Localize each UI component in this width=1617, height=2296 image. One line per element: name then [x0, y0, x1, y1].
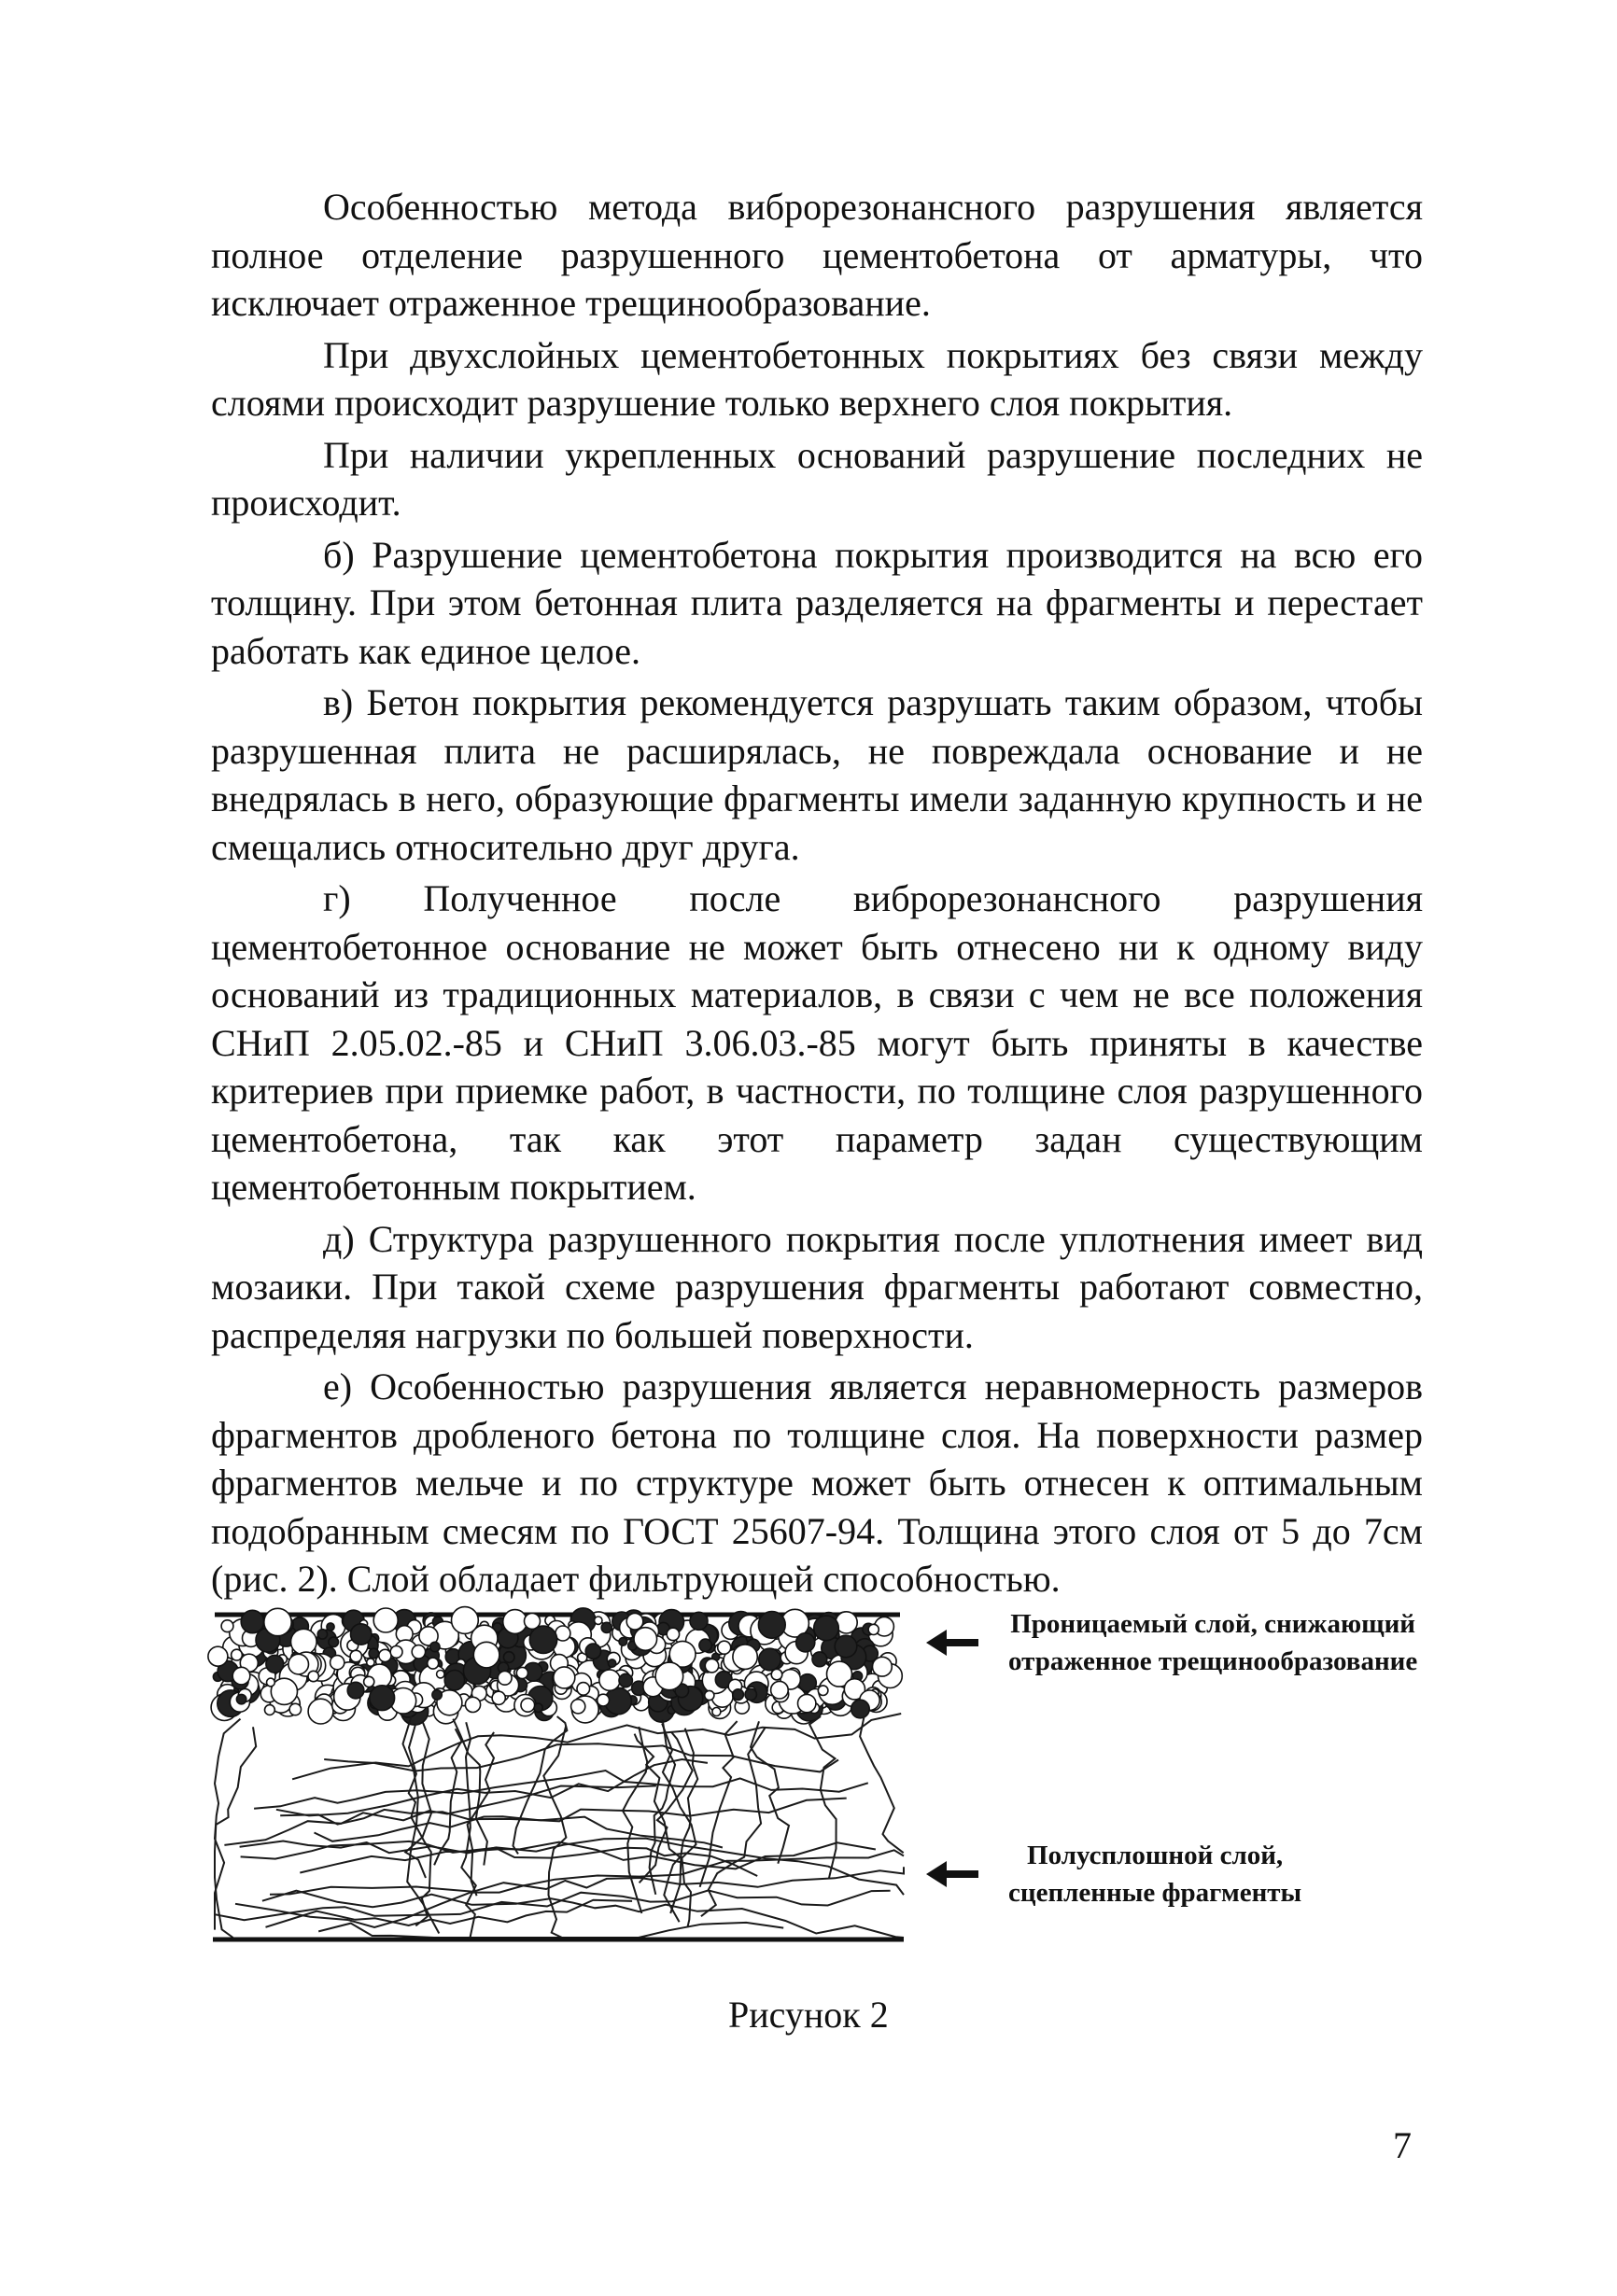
aggregate-particle [733, 1689, 744, 1701]
crack-line [860, 1716, 904, 1853]
aggregate-particle [317, 1630, 327, 1639]
aggregate-particle [289, 1703, 301, 1715]
crack-line [270, 1867, 904, 1894]
aggregate-particle [585, 1644, 600, 1659]
paragraph-3: При наличии укрепленных оснований разрушение последних не происходит. [211, 433, 1423, 524]
aggregate-particle [745, 1688, 756, 1700]
aggregate-particle [759, 1648, 781, 1671]
aggregate-particle [347, 1682, 364, 1699]
aggregate-particle [390, 1646, 402, 1659]
aggregate-particle [868, 1624, 879, 1634]
aggregate-particle [554, 1667, 575, 1688]
aggregate-particle [598, 1694, 610, 1706]
aggregate-particle [370, 1686, 395, 1711]
aggregate-particle [529, 1626, 556, 1653]
paragraph-b: б) Разрушение цементобетона покрытия производится на всю его толщину. При этом бетонная плита разделяется на фрагменты и перестает работать как единое целое. [211, 533, 1423, 672]
aggregate-particle [465, 1697, 480, 1712]
aggregate-particle [655, 1662, 683, 1690]
aggregate-particle [851, 1700, 870, 1718]
crack-line [434, 1729, 461, 1865]
paragraph-e: е) Особенностью разрушения является неравномерность размеров фрагментов дробленого бетона по толщине слоя. На поверхности размер фрагментов мельче и по структуре может быть отнесен к оптимальным подобранным смесям по ГОСТ 25607-94. Толщина этого слоя от 5 до 7см (рис. 2). Слой обладает фильтрующей способностью. [211, 1365, 1423, 1600]
aggregate-particle [232, 1649, 243, 1660]
crack-line [662, 1724, 696, 1928]
aggregate-particle [521, 1699, 535, 1713]
aggregate-particle [308, 1699, 333, 1724]
crack-line [700, 1721, 738, 1887]
aggregate-particle [503, 1610, 527, 1634]
aggregate-particle [771, 1681, 789, 1699]
aggregate-particle [329, 1637, 339, 1647]
permeable-aggregate-layer [208, 1607, 902, 1726]
crack-line [215, 1719, 241, 1930]
aggregate-particle [437, 1671, 444, 1678]
aggregate-particle [705, 1690, 714, 1700]
aggregate-particle [379, 1649, 391, 1661]
aggregate-particle [208, 1646, 228, 1666]
aggregate-particle [364, 1676, 374, 1687]
crack-line [262, 1891, 904, 1938]
aggregate-particle [873, 1657, 893, 1676]
pavement-cross-section [205, 1602, 915, 1956]
paragraph-v: в) Бетон покрытия рекомендуется разрушать таким образом, чтобы разрушенная плита не расширялась, не повреждала основание и не внедрялась в него, образующие фрагменты имели заданную крупность и не смещались относительно друг друга. [211, 681, 1423, 868]
arrow-left-icon [926, 1626, 982, 1659]
crack-line [318, 1923, 783, 1938]
aggregate-particle [369, 1648, 379, 1659]
aggregate-particle [835, 1635, 857, 1658]
aggregate-particle [473, 1642, 499, 1668]
aggregate-particle [690, 1612, 708, 1630]
aggregate-particle [699, 1639, 711, 1651]
aggregate-particle [351, 1624, 372, 1645]
aggregate-particle [498, 1671, 512, 1685]
aggregate-particle [327, 1623, 334, 1631]
paragraph-1: Особенностью метода виброрезонансного разрушения является полное отделение разрушенного цементобетона от арматуры, что исключает отраженное трещинообразование. [211, 186, 1423, 324]
aggregate-particle [796, 1633, 815, 1652]
aggregate-particle [705, 1659, 718, 1673]
crack-line [324, 1743, 838, 1771]
aggregate-particle [758, 1612, 785, 1639]
paragraph-d: д) Структура разрушенного покрытия после уплотнения имеет вид мозаики. При такой схеме разрушения фрагменты работают совместно, распределяя нагрузки по большей поверхности. [211, 1217, 1423, 1356]
callout-semi-solid-layer [926, 1837, 1301, 1911]
aggregate-particle [267, 1678, 275, 1687]
aggregate-particle [718, 1641, 731, 1654]
aggregate-particle [571, 1700, 585, 1714]
aggregate-particle [266, 1655, 284, 1673]
callout-permeable-layer [926, 1605, 1417, 1680]
aggregate-particle [221, 1620, 233, 1632]
aggregate-particle [733, 1645, 757, 1669]
aggregate-particle [428, 1658, 439, 1669]
aggregate-particle [432, 1690, 442, 1700]
aggregate-particle [232, 1667, 250, 1685]
label-permeable-layer: Проницаемый слой, снижающий отраженное трещинообразование [1008, 1609, 1418, 1676]
aggregate-particle [236, 1694, 246, 1703]
aggregate-particle [492, 1691, 505, 1704]
aggregate-particle [288, 1654, 309, 1674]
aggregate-particle [412, 1645, 425, 1659]
crack-line [809, 1716, 837, 1879]
aggregate-particle [373, 1608, 398, 1632]
aggregate-particle [634, 1628, 657, 1651]
aggregate-particle [330, 1656, 344, 1670]
aggregate-particle [308, 1671, 318, 1681]
figure-2 [205, 1602, 1438, 1956]
aggregate-particle [818, 1686, 828, 1696]
aggregate-particle [599, 1670, 620, 1690]
crack-line [280, 1810, 723, 1848]
aggregate-particle [265, 1705, 275, 1715]
aggregate-particle [619, 1638, 627, 1646]
paragraph-2: При двухслойных цементобетонных покрытиях без связи между слоями происходит разрушение только верхнего слоя покрытия. [211, 333, 1423, 424]
aggregate-particle [667, 1628, 679, 1640]
page-number: 7 [1393, 2124, 1412, 2166]
crack-network [215, 1714, 904, 1938]
aggregate-particle [241, 1610, 263, 1632]
body-text [211, 183, 1423, 1607]
arrow-left-icon [926, 1857, 982, 1891]
aggregate-particle [452, 1607, 479, 1634]
aggregate-particle [264, 1608, 291, 1635]
crack-line [640, 1732, 693, 1883]
aggregate-particle [798, 1694, 816, 1712]
aggregate-particle [812, 1652, 827, 1667]
aggregate-particle [771, 1669, 782, 1680]
crack-line [216, 1890, 891, 1920]
aggregate-particle [619, 1673, 632, 1687]
aggregate-particle [430, 1642, 440, 1651]
aggregate-particle [444, 1671, 464, 1690]
aggregate-particle [601, 1622, 612, 1632]
aggregate-particle [350, 1650, 361, 1661]
label-semi-solid-layer: Полусплошной слой, сцепленные фрагменты [1008, 1841, 1302, 1908]
aggregate-particle [577, 1683, 590, 1696]
aggregate-particle [516, 1667, 527, 1678]
crack-line [623, 1727, 647, 1913]
aggregate-particle [814, 1616, 839, 1641]
aggregate-particle [608, 1659, 615, 1667]
paragraph-g: г) Полученное после виброрезонансного разрушения цементобетонное основание не может быть отнесено ни к одному виду оснований из традиционных материалов, в связи с чем не все положения СНиП 2.05.02.-85 и СНиП 3.06.03.-85 могут быть приняты в качестве критериев при приемке работ, в частности, по толщине слоя разрушенного цементобетона, так как этот параметр задан существующим цементобетонным покрытием. [211, 877, 1423, 1208]
aggregate-particle [712, 1708, 721, 1716]
aggregate-particle [626, 1613, 643, 1630]
figure-caption: Рисунок 2 [728, 1994, 889, 2036]
crack-line [300, 1842, 876, 1873]
aggregate-particle [595, 1617, 602, 1624]
aggregate-particle [291, 1629, 317, 1655]
aggregate-particle [503, 1652, 514, 1663]
